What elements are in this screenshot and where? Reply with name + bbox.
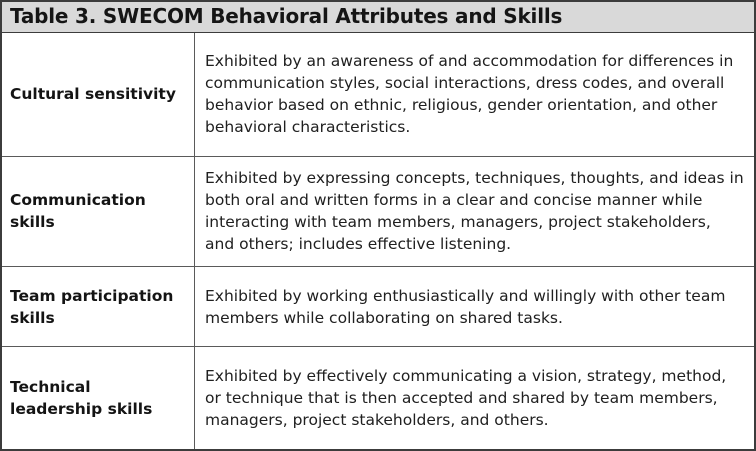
attribute-description: Exhibited by effectively communicating a vision, strategy, method, or technique that is then accepted and shared by team members, managers, project stakeholders, and others.: [205, 367, 727, 430]
attribute-description-cell: [195, 347, 754, 449]
attribute-name: Technical leadership skills: [10, 378, 153, 419]
attribute-name: Communication skills: [10, 191, 146, 232]
table-row: [2, 157, 754, 268]
table-title: Table 3. SWECOM Behavioral Attributes and Skills: [10, 4, 563, 28]
attribute-name-cell: [2, 267, 195, 346]
attribute-description: Exhibited by working enthusiastically and willingly with other team members while collaborating on shared tasks.: [205, 286, 726, 327]
attribute-name-cell: [2, 347, 195, 449]
attribute-description: Exhibited by expressing concepts, techniques, thoughts, and ideas in both oral and written forms in a clear and concise manner while interacting with team members, managers, project stakeholders, and others; includes effective listening.: [205, 169, 744, 254]
attribute-description-cell: [195, 33, 754, 156]
table-row: [2, 267, 754, 347]
attribute-description-cell: [195, 157, 754, 267]
attribute-name-cell: [2, 157, 195, 267]
table-row: [2, 347, 754, 449]
attribute-name: Team participation skills: [10, 286, 174, 327]
attribute-name-cell: [2, 33, 195, 156]
table-title-bar: [2, 2, 754, 33]
attribute-description-cell: [195, 267, 754, 346]
table-row: [2, 33, 754, 157]
attribute-description: Exhibited by an awareness of and accommodation for differences in communication styles, social interactions, dress codes, and overall behavior based on ethnic, religious, gender orientation, and other behavioral characteristics.: [205, 52, 734, 137]
attribute-name: Cultural sensitivity: [10, 85, 176, 104]
